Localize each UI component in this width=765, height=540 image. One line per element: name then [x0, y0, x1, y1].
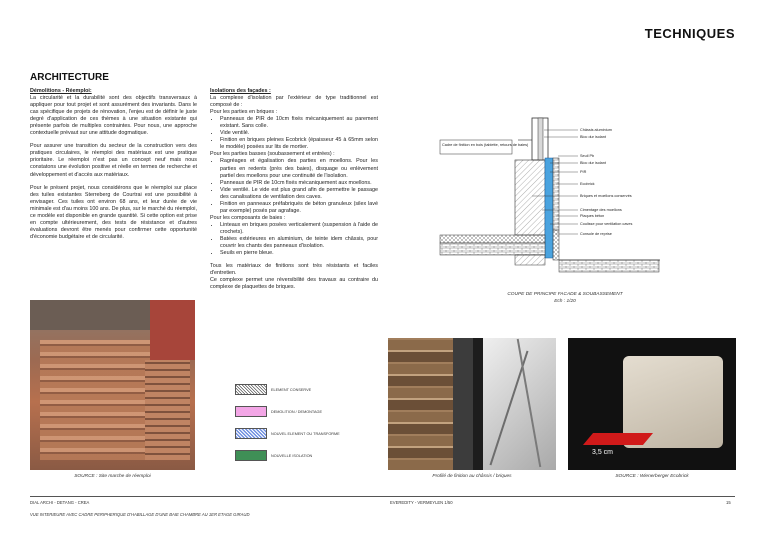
- outro-reversibility: Ce complexe permet une réversibilité des travaux au contraire du complexe de plaquettes de briques.: [210, 277, 378, 291]
- legend-item-demolition: [235, 406, 322, 417]
- drawing-label: Bloc dur isolant: [580, 135, 606, 139]
- demolition-subtitle: Démolitions - Réemploi:: [30, 88, 92, 94]
- legend-swatch: [235, 428, 267, 439]
- brick-parts-list: [210, 116, 378, 151]
- list-item: • Batées extérieures en aluminium, de teinte idem châssis, pour couvrir les chants des panneaux d'isolation.: [220, 236, 378, 250]
- outro-materials: Tous les matériaux de finitions sont très résistants et faciles d'entretien.: [210, 263, 378, 277]
- drawing-label: Coulisse pour ventilation caves: [580, 222, 633, 226]
- drawing-label: Bloc dur isolant: [580, 161, 606, 165]
- page-header-title: TECHNIQUES: [644, 26, 735, 41]
- legend-swatch: [235, 406, 267, 417]
- bays-list: [210, 222, 378, 257]
- list-item: • Finition en panneaux préfabriqués de béton granuleux (silex lavé par exemple) posés par agrafage.: [220, 201, 378, 215]
- list-item: • Vide ventilé.: [220, 130, 378, 137]
- reused-tiles-photo: [30, 300, 195, 470]
- drawing-label: Ecobrick: [580, 182, 595, 186]
- drawing-label: PIR: [580, 170, 587, 174]
- drawing-scale: Ech : 1/20: [554, 299, 576, 304]
- legend-item-conserved: [235, 384, 311, 395]
- insulation-subtitle: Isolations des façades :: [210, 88, 271, 94]
- footer-divider: [30, 496, 735, 497]
- page-number: 15: [726, 500, 731, 505]
- list-item: • Vide ventilé. Le vide est plus grand afin de permettre le passage des canalisations de ventilation des caves.: [220, 187, 378, 201]
- paragraph-tiles: Pour le présent projet, nous considérons que le réemploi sur place des tuiles existantes Sterreberg de Courtrai est une possibilité à envisager. Ces tuiles ont environ 68 ans, et leur durée de vie minimale est d'au moins 100 ans. De plus, sur le marché du réemploi, ce modèle est disponible en grande quantité. Si cette option est prise en compte ultérieurement, des tests de résistance et d'autres évaluations devront être menés pour confirmer cette opportunité d'économie budgétaire et de circularité.: [30, 184, 197, 240]
- legend-label: NOUVEL ELEMENT OU TRANSFORME: [271, 431, 340, 436]
- facade-section-drawing: [420, 110, 720, 290]
- footer-center: EVEREDITY - VERMEYLEN 1/50: [390, 500, 453, 505]
- brick-measure-label: 3,5 cm: [592, 449, 614, 456]
- left-text-column: [30, 88, 197, 247]
- drawing-label: Console de reprise: [580, 232, 612, 236]
- legend-item-new-element: [235, 428, 340, 439]
- footer-bottom-caption: VUE INTERIEURE AVEC CADRE PERIPHERIQUE D'HABILLAGE D'UNE BAIE CHAMBRE AU 1ER ETAGE GIRAUD: [30, 512, 250, 517]
- legend-label: NOUVELLE ISOLATION: [271, 453, 313, 458]
- window-profile-photo: [388, 338, 556, 470]
- drawing-label: Cimentage des moellons: [580, 208, 622, 212]
- legend-swatch: [235, 384, 267, 395]
- list-item: • Finition en briques pleines Ecobrick (épaisseur 45 à 65mm selon le modèle) posées sur lits de mortier.: [220, 137, 378, 151]
- lower-parts-title: Pour les parties basses (soubassement et entrées) :: [210, 151, 335, 158]
- footer-left: DIAL ARCHI - DETANG - CREA: [30, 500, 90, 505]
- drawing-label: Plaques béton: [580, 214, 605, 218]
- legend-item-new-insulation: [235, 450, 312, 461]
- legend-label: DEMOLITION / DEMONTAGE: [271, 409, 322, 414]
- ecobrick-photo: [568, 338, 736, 470]
- drawing-caption: COUPE DE PRINCIPE FACADE & SOUBASSEMENT: [507, 292, 623, 297]
- bays-title: Pour les composants de baies :: [210, 214, 286, 221]
- list-item: • Ragréages et égalisation des parties en moellons. Pour les parties en redents (près des baies), disquage ou enlèvement partiel des moellons pour une continuité de l'isolation.: [220, 158, 378, 179]
- drawing-label: Briques et moellons conservés: [580, 194, 632, 198]
- drawing-label: Châssis aluminium: [580, 128, 612, 132]
- legend-swatch: [235, 450, 267, 461]
- list-item: • Linteaux en briques posées verticalement (suspension à l'aide de crochets).: [220, 222, 378, 236]
- window-caption: Profilé de finition au châssis / briques: [432, 474, 512, 479]
- tiles-caption: SOURCE : Site marche de réemploi: [74, 474, 151, 479]
- list-item: • Panneaux de PIR de 10cm fixés mécaniquement aux moellons.: [220, 180, 378, 187]
- insulation-intro: La complexe d'isolation par l'extérieur de type traditionnel est composé de :: [210, 95, 378, 109]
- legend-label: ELEMENT CONSERVE: [271, 387, 312, 392]
- lower-parts-list: [210, 158, 378, 214]
- middle-text-column: [210, 88, 378, 291]
- paragraph-transition: Pour assurer une transition du secteur de la construction vers des pratiques circulaires, le réemploi des matériaux est une pratique prioritaire. Le réemploi n'est pas un concept neuf mais nous constatons une évolution positive et réelle en termes de recherche et développement et d'accès aux matériaux.: [30, 143, 197, 178]
- drawing-label: Seuil Pb: [580, 154, 595, 158]
- brick-parts-title: Pour les parties en briques :: [210, 109, 278, 116]
- section-title: ARCHITECTURE: [30, 72, 109, 83]
- ecobrick-caption: SOURCE : Wienerberger Ecobrick: [615, 474, 689, 479]
- drawing-left-label: Cadre de finition en bois (tablette, retours de baies): [442, 143, 529, 147]
- list-item: • Seuils en pierre bleue.: [220, 250, 378, 257]
- paragraph-circularity: La circularité et la durabilité sont des objectifs transversaux à appliquer pour tout projet et sont assurément des invariants. Dans le cas spécifique de projets de rénovation, l'enjeu est de définir le juste degré d'application de ces thèmes à une situation existante qui présente parfois de multiples contraintes. Pour nous, une approche contextuelle prévaut sur une attitude dogmatique.: [30, 95, 197, 137]
- list-item: • Panneaux de PIR de 10cm fixés mécaniquement au parement existant. Sans colle.: [220, 116, 378, 130]
